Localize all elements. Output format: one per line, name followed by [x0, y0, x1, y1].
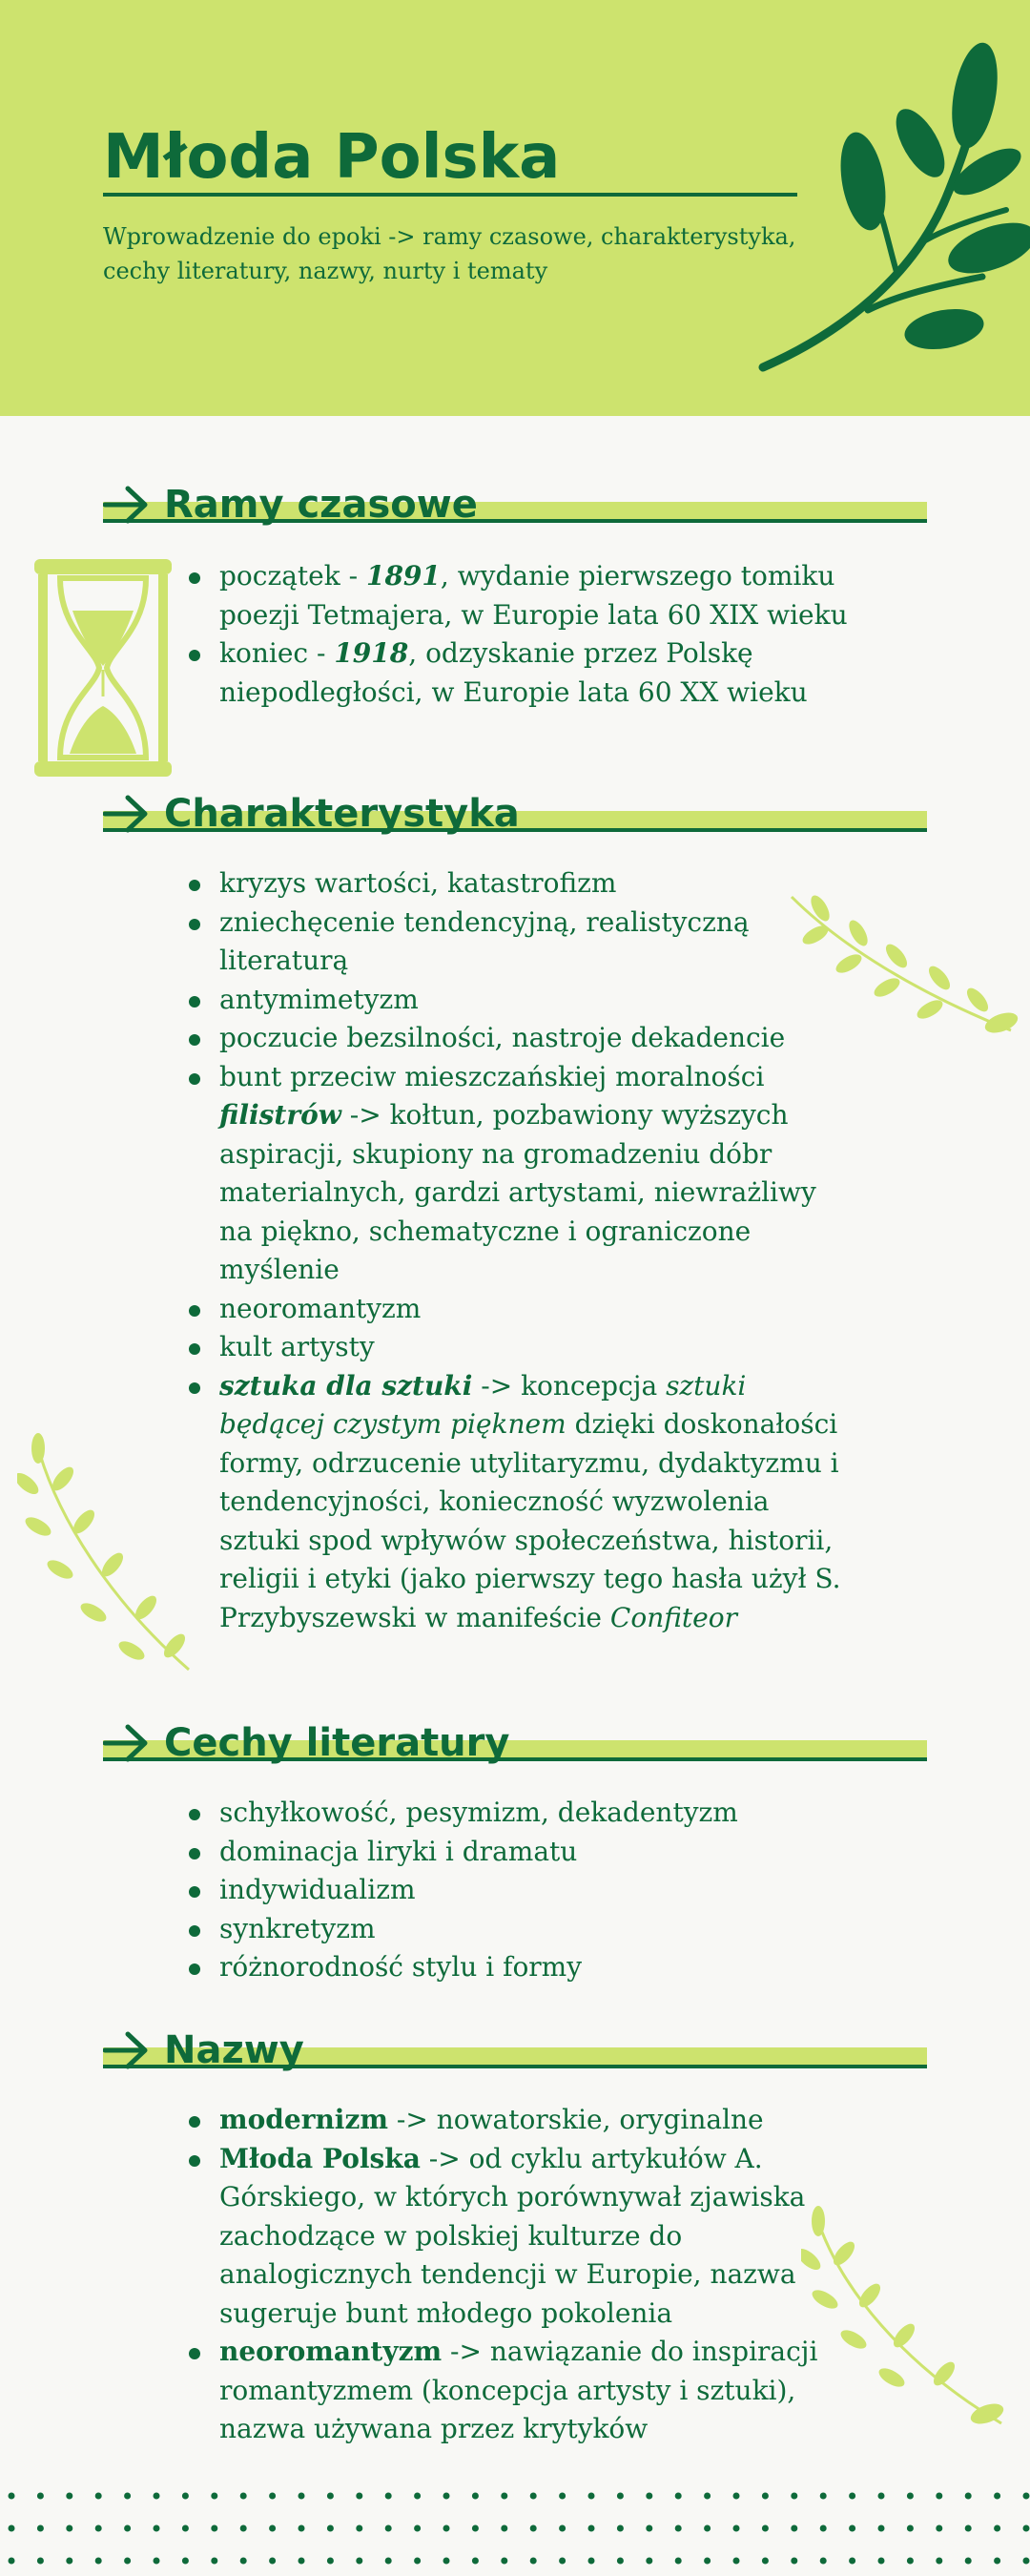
- list-item: [181, 2333, 849, 2449]
- dot: [124, 2558, 131, 2565]
- dot: [154, 2525, 160, 2532]
- item-text: , odzyskanie przez Polskę niepodległości, w Europie lata 60 XX wieku: [219, 637, 808, 708]
- dot: [530, 2493, 537, 2500]
- dot: [182, 2558, 189, 2565]
- list-item: [181, 634, 849, 712]
- list-item: [181, 2101, 849, 2140]
- dot: [472, 2558, 479, 2565]
- item-text: dzięki doskonałości formy, odrzucenie utylitaryzmu, dydaktyzmu i tendencyjności, konieczność wyzwolenia sztuki spod wpływów społeczeństwa, historii, religii i etyki (jako pierwszy tego hasła użył S. Przybyszewski w manifeście: [219, 1408, 841, 1633]
- dot: [878, 2558, 885, 2565]
- dot: [501, 2493, 507, 2500]
- dot: [588, 2558, 595, 2565]
- dot: [878, 2493, 885, 2500]
- item-text: -> koncepcja: [472, 1369, 667, 1402]
- list-item: kryzys wartości, katastrofizm: [181, 864, 849, 904]
- dot: [356, 2558, 362, 2565]
- item-text: bunt przeciw mieszczańskiej moralności: [219, 1060, 765, 1092]
- arrow-right-icon: [103, 1723, 151, 1763]
- dot: [443, 2558, 450, 2565]
- section-title: Cechy literatury: [164, 1721, 510, 1765]
- dot: [733, 2525, 740, 2532]
- dot: [269, 2525, 276, 2532]
- dot: [994, 2525, 1000, 2532]
- dot: [299, 2525, 305, 2532]
- list-item: różnorodność stylu i formy: [181, 1948, 849, 1987]
- item-term: filistrów: [219, 1099, 341, 1131]
- sprig-icon: [782, 887, 1020, 1049]
- dot: [994, 2558, 1000, 2565]
- dot: [559, 2558, 566, 2565]
- dot: [9, 2558, 15, 2565]
- dot: [385, 2525, 392, 2532]
- dot: [269, 2558, 276, 2565]
- list-cechy: [181, 1794, 849, 1987]
- dot: [936, 2558, 942, 2565]
- dot: [733, 2493, 740, 2500]
- dot: [240, 2493, 247, 2500]
- item-term: sztuka dla sztuki: [219, 1369, 473, 1402]
- section-title: Ramy czasowe: [164, 483, 478, 527]
- dot: [66, 2493, 72, 2500]
- dot: [211, 2493, 217, 2500]
- section-heading-ramy: [103, 481, 927, 529]
- dotted-pattern: [0, 2484, 1030, 2576]
- dot: [414, 2558, 421, 2565]
- list-item: neoromantyzm: [181, 1290, 849, 1329]
- dot: [356, 2493, 362, 2500]
- list-item: zniechęcenie tendencyjną, realistyczną literaturą: [181, 904, 849, 981]
- dot: [443, 2493, 450, 2500]
- list-item: [181, 2140, 849, 2334]
- list-ramy: [181, 557, 849, 712]
- dot: [965, 2493, 972, 2500]
- dot: [530, 2525, 537, 2532]
- item-text: , wydanie pierwszego tomiku poezji Tetmajera, w Europie lata 60 XIX wieku: [219, 560, 848, 631]
- sprig-icon: [17, 1431, 198, 1679]
- dot: [414, 2493, 421, 2500]
- dot: [907, 2558, 914, 2565]
- item-year: 1891: [365, 560, 441, 592]
- dot: [327, 2493, 334, 2500]
- dot: [95, 2558, 102, 2565]
- item-term: modernizm: [219, 2104, 388, 2135]
- dot: [704, 2525, 711, 2532]
- dot: [936, 2493, 942, 2500]
- dot: [414, 2525, 421, 2532]
- dot: [472, 2525, 479, 2532]
- dot: [240, 2525, 247, 2532]
- dot: [182, 2493, 189, 2500]
- dot: [878, 2525, 885, 2532]
- dot: [617, 2493, 624, 2500]
- dot: [182, 2525, 189, 2532]
- dot: [791, 2493, 797, 2500]
- dot: [994, 2493, 1000, 2500]
- item-text: koniec -: [219, 637, 335, 669]
- dot: [37, 2525, 44, 2532]
- dot: [820, 2558, 827, 2565]
- dot: [9, 2525, 15, 2532]
- list-item: [181, 557, 849, 634]
- list-item: indywidualizm: [181, 1871, 849, 1910]
- dot: [849, 2493, 855, 2500]
- dot: [443, 2525, 450, 2532]
- dot: [965, 2558, 972, 2565]
- dot: [154, 2493, 160, 2500]
- dot: [501, 2558, 507, 2565]
- dot: [820, 2493, 827, 2500]
- hourglass-icon: [27, 553, 179, 782]
- leaf-branch-icon: [753, 38, 1030, 382]
- dot: [675, 2493, 682, 2500]
- dot: [124, 2493, 131, 2500]
- page-subtitle: Wprowadzenie do epoki -> ramy czasowe, charakterystyka, cechy literatury, nazwy, nurty i tematy: [103, 223, 796, 284]
- dot: [646, 2558, 652, 2565]
- dot: [530, 2558, 537, 2565]
- dot: [327, 2558, 334, 2565]
- dot: [849, 2525, 855, 2532]
- sprig-icon: [801, 2204, 1011, 2433]
- item-term: neoromantyzm: [219, 2336, 443, 2367]
- item-term: Młoda Polska: [219, 2142, 421, 2174]
- arrow-right-icon: [103, 794, 151, 834]
- item-italic: sztuki będącej czystym pięknem: [219, 1369, 747, 1440]
- dot: [501, 2525, 507, 2532]
- section-title: Charakterystyka: [164, 792, 520, 836]
- item-text: początek -: [219, 560, 366, 592]
- dot: [1023, 2525, 1030, 2532]
- section-heading-cechy: [103, 1719, 927, 1767]
- list-item: antymimetyzm: [181, 981, 849, 1020]
- item-year: 1918: [334, 637, 409, 669]
- list-nazwy: [181, 2101, 849, 2449]
- dot: [1023, 2558, 1030, 2565]
- list-item: schyłkowość, pesymizm, dekadentyzm: [181, 1794, 849, 1833]
- section-title: Nazwy: [164, 2028, 304, 2072]
- dot: [559, 2493, 566, 2500]
- item-italic: Confiteor: [609, 1601, 737, 1633]
- arrow-right-icon: [103, 485, 151, 525]
- dot: [820, 2525, 827, 2532]
- item-text: -> nawiązanie do inspiracji romantyzmem (koncepcja artysty i sztuki), nazwa używana przez krytyków: [219, 2336, 818, 2444]
- dot: [124, 2525, 131, 2532]
- dot: [907, 2525, 914, 2532]
- page-title: Młoda Polska: [103, 122, 561, 193]
- dot: [385, 2493, 392, 2500]
- dot: [95, 2525, 102, 2532]
- dot: [240, 2558, 247, 2565]
- dot: [646, 2493, 652, 2500]
- dot: [849, 2558, 855, 2565]
- dot: [37, 2558, 44, 2565]
- dot: [211, 2558, 217, 2565]
- dot: [704, 2558, 711, 2565]
- dot: [66, 2558, 72, 2565]
- list-item: kult artysty: [181, 1328, 849, 1367]
- title-underline: [103, 193, 797, 197]
- dot: [154, 2558, 160, 2565]
- list-charakterystyka: [181, 864, 849, 1637]
- item-text: -> nowatorskie, oryginalne: [387, 2104, 764, 2135]
- dot: [211, 2525, 217, 2532]
- section-heading-nazwy: [103, 2026, 927, 2074]
- dot: [66, 2525, 72, 2532]
- dot: [299, 2558, 305, 2565]
- list-item: poczucie bezsilności, nastroje dekadencie: [181, 1019, 849, 1058]
- list-item: [181, 1367, 849, 1638]
- dot: [704, 2493, 711, 2500]
- item-text: -> od cyklu artykułów A. Górskiego, w których porównywał zjawiska zachodzące w polskiej kulturze do analogicznych tendencji w Europie, nazwa sugeruje bunt młodego pokolenia: [219, 2142, 806, 2329]
- dot: [472, 2493, 479, 2500]
- dot: [646, 2525, 652, 2532]
- dot: [762, 2558, 769, 2565]
- dot: [617, 2558, 624, 2565]
- dot: [675, 2525, 682, 2532]
- arrow-right-icon: [103, 2030, 151, 2070]
- dot: [356, 2525, 362, 2532]
- dot: [733, 2558, 740, 2565]
- list-item: synkretyzm: [181, 1910, 849, 1949]
- dot: [327, 2525, 334, 2532]
- dot: [791, 2558, 797, 2565]
- dot: [95, 2493, 102, 2500]
- dot: [907, 2493, 914, 2500]
- dot: [37, 2493, 44, 2500]
- dot: [791, 2525, 797, 2532]
- list-item: [181, 1058, 849, 1290]
- list-item: dominacja liryki i dramatu: [181, 1833, 849, 1872]
- dot: [965, 2525, 972, 2532]
- dot: [675, 2558, 682, 2565]
- dot: [762, 2525, 769, 2532]
- item-text: -> kołtun, pozbawiony wyższych aspiracji, skupiony na gromadzeniu dóbr materialnych, gardzi artystami, niewrażliwy na piękno, schematyczne i ograniczone myślenie: [219, 1099, 816, 1285]
- dot: [617, 2525, 624, 2532]
- dot: [588, 2525, 595, 2532]
- dot: [269, 2493, 276, 2500]
- dot: [936, 2525, 942, 2532]
- dot: [1023, 2493, 1030, 2500]
- dot: [559, 2525, 566, 2532]
- dot: [299, 2493, 305, 2500]
- dot: [588, 2493, 595, 2500]
- dot: [762, 2493, 769, 2500]
- dot: [9, 2493, 15, 2500]
- dot: [385, 2558, 392, 2565]
- section-heading-charakterystyka: [103, 790, 927, 838]
